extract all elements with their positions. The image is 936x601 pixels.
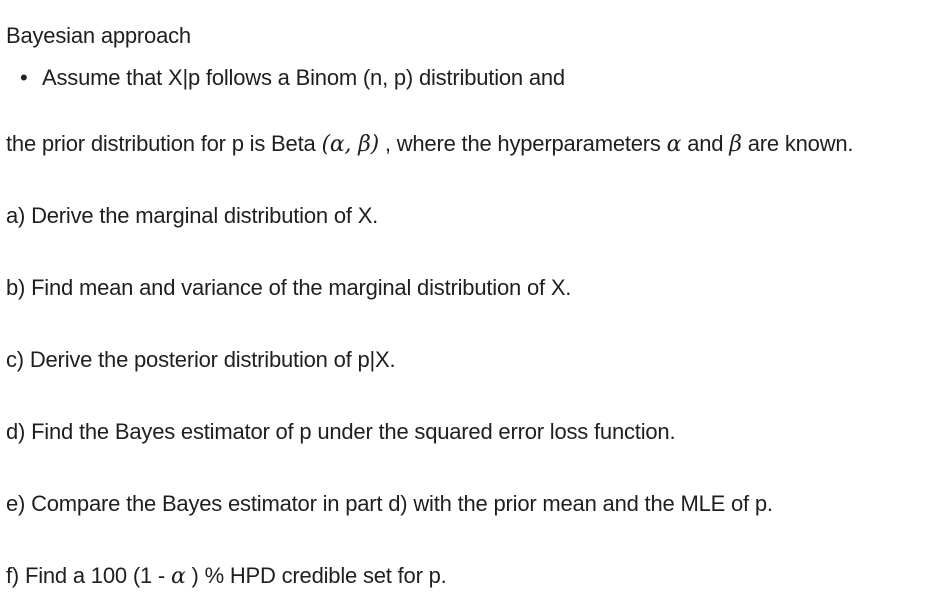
section-title: Bayesian approach xyxy=(6,23,191,48)
question-c: c) Derive the posterior distribution of p|X. xyxy=(6,347,396,372)
assumption-text: Assume that X|p follows a Binom (n, p) distribution and xyxy=(42,65,565,90)
question-e: e) Compare the Bayes estimator in part d) with the prior mean and the MLE of p. xyxy=(6,491,773,516)
prior-text-and: and xyxy=(681,131,730,156)
beta-params-math: (α, β) xyxy=(321,132,379,157)
prior-statement xyxy=(6,130,853,159)
question-f-start: f) Find a 100 (1 - xyxy=(6,563,171,588)
alpha-symbol: α xyxy=(666,132,682,157)
prior-text-end: are known. xyxy=(741,131,854,156)
alpha-symbol-f: α xyxy=(170,564,186,589)
bullet-marker: • xyxy=(20,65,28,90)
question-a: a) Derive the marginal distribution of X. xyxy=(6,203,379,228)
prior-text-start: the prior distribution for p is Beta xyxy=(6,131,322,156)
assumption-bullet xyxy=(20,64,565,92)
question-d: d) Find the Bayes estimator of p under the squared error loss function. xyxy=(6,419,676,444)
prior-text-mid: , where the hyperparameters xyxy=(378,131,667,156)
question-b: b) Find mean and variance of the marginal distribution of X. xyxy=(6,275,572,300)
beta-symbol: β xyxy=(729,132,742,157)
question-f-end: ) % HPD credible set for p. xyxy=(185,563,447,588)
question-f xyxy=(6,562,447,591)
